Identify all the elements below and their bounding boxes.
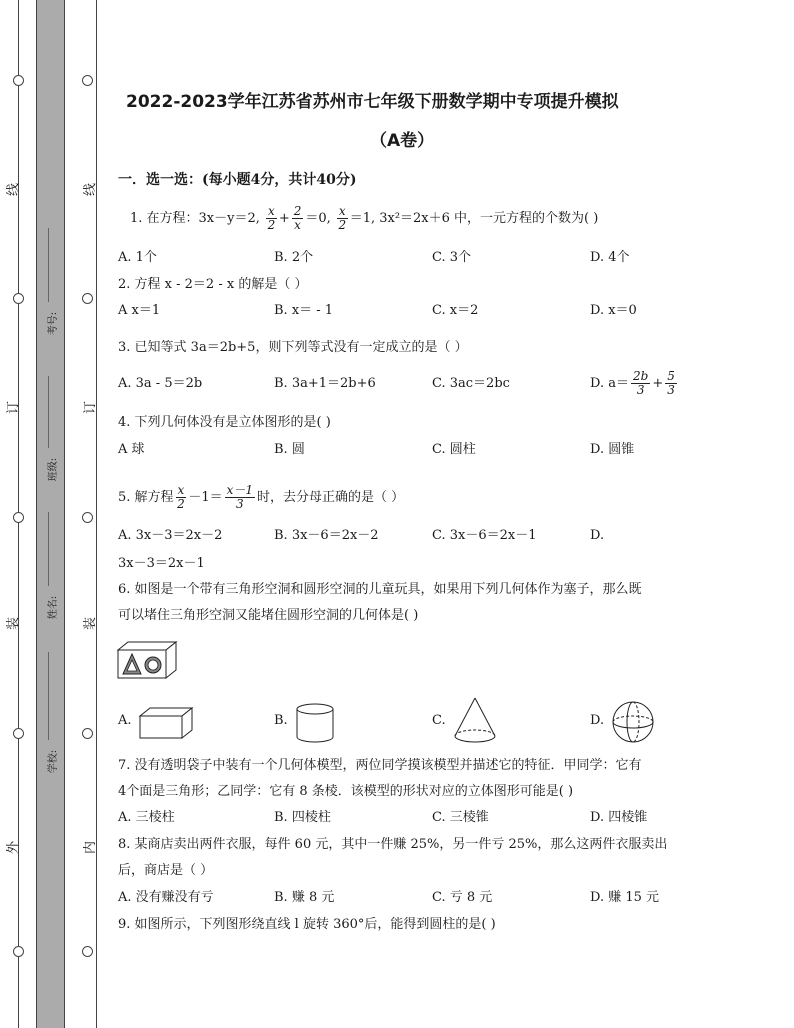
q5-prefix: 5. 解方程 xyxy=(118,490,174,505)
binding-hole xyxy=(82,728,93,739)
q5-option-b[interactable]: B. 3x－6＝2x－2 xyxy=(274,528,379,543)
q8-option-b[interactable]: B. 赚 8 元 xyxy=(274,890,335,905)
q4-option-a[interactable]: A 球 xyxy=(118,442,145,457)
binding-strip xyxy=(36,0,64,1028)
question-5 xyxy=(118,482,404,514)
question-6-line2: 可以堵住三角形空洞又能堵住圆形空洞的几何体是( ) xyxy=(118,608,419,623)
q1-prefix: 1. 在方程：3x－y＝2, xyxy=(130,211,260,226)
field-class-blank[interactable] xyxy=(48,376,49,448)
margin-char-xian: 线 xyxy=(6,182,22,197)
q3-option-a[interactable]: A. 3a - 5＝2b xyxy=(118,376,203,391)
q2-option-d[interactable]: D. x＝0 xyxy=(590,303,637,318)
toy-box-figure xyxy=(116,640,178,680)
margin-char-nei: 内 xyxy=(83,840,99,855)
question-8-line2: 后，商店是（ ） xyxy=(118,863,214,878)
binding-hole xyxy=(13,946,24,957)
margin-char-zhuang: 装 xyxy=(6,616,22,631)
cuboid-icon[interactable] xyxy=(138,706,194,740)
binding-hole xyxy=(13,75,24,86)
q6-option-b-label[interactable]: B. xyxy=(274,713,288,728)
cone-icon[interactable] xyxy=(452,696,498,746)
q8-option-d[interactable]: D. 赚 15 元 xyxy=(590,890,660,905)
margin-line xyxy=(36,0,37,1028)
question-2: 2. 方程 x - 2＝2 - x 的解是（ ） xyxy=(118,277,308,292)
field-exam-number-label: 考号: xyxy=(48,311,60,336)
question-7-line1: 7. 没有透明袋子中装有一个几何体模型，两位同学摸该模型并描述它的特征．甲同学：它有 xyxy=(118,758,642,773)
binding-hole xyxy=(82,946,93,957)
q2-option-c[interactable]: C. x＝2 xyxy=(432,303,479,318)
field-school-blank[interactable] xyxy=(48,652,49,740)
binding-hole xyxy=(13,293,24,304)
q7-option-d[interactable]: D. 四棱锥 xyxy=(590,810,648,825)
q5-option-d[interactable]: D. xyxy=(590,528,605,543)
q3-d-plus: + xyxy=(652,376,664,391)
margin-line xyxy=(64,0,65,1028)
q1-option-a[interactable]: A. 1个 xyxy=(118,250,157,265)
question-8-line1: 8. 某商店卖出两件衣服，每件 60 元，其中一件赚 25%，另一件亏 25%，那么这两件衣服卖出 xyxy=(118,837,668,852)
q5-mid: －1＝ xyxy=(188,490,223,505)
binding-hole xyxy=(82,75,93,86)
cylinder-icon[interactable] xyxy=(294,702,336,744)
question-9: 9. 如图所示，下列图形绕直线 l 旋转 360°后，能得到圆柱的是( ) xyxy=(118,917,496,932)
question-6-line1: 6. 如图是一个带有三角形空洞和圆形空洞的儿童玩具，如果用下列几何体作为塞子，那么既 xyxy=(118,582,642,597)
q1-fraction: $\frac{2}{x}$ xyxy=(293,204,302,232)
q1-eq0: ＝0, xyxy=(305,211,331,226)
field-name-label: 姓名: xyxy=(48,595,60,620)
q7-option-b[interactable]: B. 四棱柱 xyxy=(274,810,331,825)
field-school-label: 学校: xyxy=(48,749,60,774)
q1-option-b[interactable]: B. 2个 xyxy=(274,250,314,265)
q2-option-b[interactable]: B. x＝ - 1 xyxy=(274,303,334,318)
sphere-icon[interactable] xyxy=(610,700,656,744)
q3-option-d[interactable] xyxy=(590,368,679,400)
q4-option-d[interactable]: D. 圆锥 xyxy=(590,442,635,457)
q7-option-c[interactable]: C. 三棱锥 xyxy=(432,810,489,825)
q7-option-a[interactable]: A. 三棱柱 xyxy=(118,810,175,825)
margin-char-ding: 订 xyxy=(83,400,99,415)
q1-fraction: $\frac{x}{2}$ xyxy=(267,204,276,232)
question-3: 3. 已知等式 3a＝2b+5，则下列等式没有一定成立的是（ ） xyxy=(118,340,468,355)
q6-option-a-label[interactable]: A. xyxy=(118,713,132,728)
q3-d-fraction: $\frac{5}{3}$ xyxy=(667,369,675,397)
q1-option-d[interactable]: D. 4个 xyxy=(590,250,630,265)
margin-line-inner xyxy=(96,0,97,1028)
binding-hole xyxy=(13,512,24,523)
q5-suffix: 时，去分母正确的是（ ） xyxy=(257,490,405,505)
binding-hole xyxy=(13,728,24,739)
q5-fraction: $\frac{x}{2}$ xyxy=(177,483,185,511)
q1-option-c[interactable]: C. 3个 xyxy=(432,250,472,265)
q6-option-c-label[interactable]: C. xyxy=(432,713,446,728)
q5-option-c[interactable]: C. 3x－6＝2x－1 xyxy=(432,528,537,543)
q5-fraction: $\frac{x-1}{3}$ xyxy=(226,483,254,511)
q1-fraction: $\frac{x}{2}$ xyxy=(338,204,347,232)
field-name-blank[interactable] xyxy=(48,512,49,586)
q3-d-prefix: D. a＝ xyxy=(590,376,629,391)
q3-option-b[interactable]: B. 3a+1＝2b+6 xyxy=(274,376,376,391)
question-4: 4. 下列几何体没有是立体图形的是( ) xyxy=(118,415,331,430)
q5-option-a[interactable]: A. 3x－3＝2x－2 xyxy=(118,528,223,543)
margin-char-zhuang: 装 xyxy=(83,616,99,631)
q1-rest: ＝1, 3x²＝2x＋6 中，一元方程的个数为( ) xyxy=(349,211,599,226)
q8-option-a[interactable]: A. 没有赚没有亏 xyxy=(118,890,214,905)
q3-d-fraction: $\frac{2b}{3}$ xyxy=(632,369,649,397)
q2-option-a[interactable]: A x＝1 xyxy=(118,303,161,318)
margin-char-ding: 订 xyxy=(6,400,22,415)
q3-option-c[interactable]: C. 3ac＝2bc xyxy=(432,376,510,391)
section-heading: 一．选一选：(每小题4分，共计40分) xyxy=(118,172,357,188)
q8-option-c[interactable]: C. 亏 8 元 xyxy=(432,890,493,905)
question-7-line2: 4个面是三角形；乙同学：它有 8 条棱．该模型的形状对应的立体图形可能是( ) xyxy=(118,784,574,799)
margin-char-xian: 线 xyxy=(83,182,99,197)
page-subtitle: （A卷） xyxy=(370,131,435,151)
field-class-label: 班级: xyxy=(48,457,60,482)
margin-char-wai: 外 xyxy=(6,840,22,855)
q4-option-b[interactable]: B. 圆 xyxy=(274,442,305,457)
q6-option-d-label[interactable]: D. xyxy=(590,713,605,728)
binding-hole xyxy=(82,293,93,304)
field-exam-number-blank[interactable] xyxy=(48,228,49,302)
page-title: 2022-2023学年江苏省苏州市七年级下册数学期中专项提升模拟 xyxy=(126,92,619,112)
binding-hole xyxy=(82,512,93,523)
question-1 xyxy=(130,204,598,234)
q1-plus: + xyxy=(278,211,290,226)
q5-option-d-text: 3x－3＝2x－1 xyxy=(118,556,205,571)
q4-option-c[interactable]: C. 圆柱 xyxy=(432,442,476,457)
